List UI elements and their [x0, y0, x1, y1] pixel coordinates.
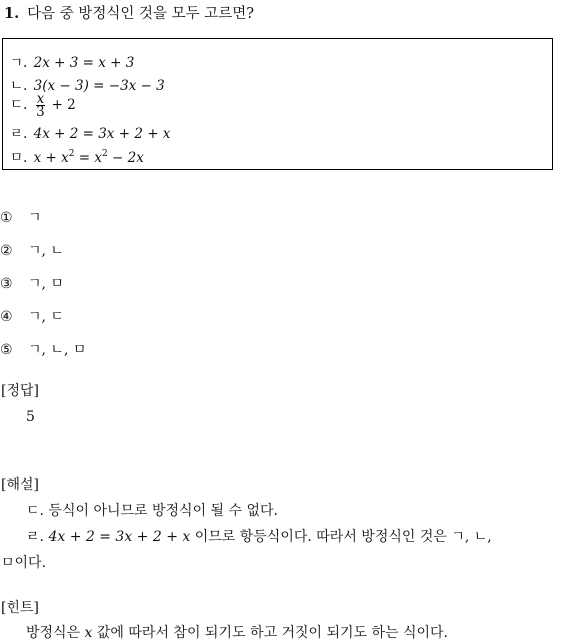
item-expression: 2x + 3 = x + 3	[33, 55, 135, 71]
choice-1[interactable]	[0, 207, 42, 227]
item-label: ㄴ.	[10, 78, 28, 94]
item-expression: 4x + 2 = 3x + 2 + x	[33, 126, 171, 142]
question-title	[4, 2, 254, 23]
hint-heading: [힌트]	[1, 600, 39, 616]
choice-2[interactable]	[0, 240, 64, 260]
choice-mark: ④	[0, 309, 13, 325]
box-item-1	[10, 51, 134, 71]
explanation-line-1: ㄷ. 등식이 아니므로 방정식이 될 수 없다.	[26, 503, 278, 519]
superscript: 2	[68, 149, 75, 159]
choice-text: ㄱ, ㄴ	[28, 243, 64, 259]
item-expression: + 2	[51, 97, 76, 113]
choice-text: ㄱ	[28, 210, 42, 226]
hint-text-b: 값에 따라서 참이 되기도 하고 거짓이 되기도 하는 식이다.	[92, 625, 449, 641]
box-item-3	[10, 93, 76, 118]
item-label: ㄱ.	[10, 55, 28, 71]
hint-variable: x	[84, 625, 93, 641]
item-label: ㄷ.	[10, 97, 28, 113]
question-number: 1.	[4, 5, 20, 22]
fraction-denominator: 3	[36, 104, 45, 120]
explanation-line-3: ㅁ이다.	[1, 555, 47, 571]
item-label: ㅁ.	[10, 150, 28, 166]
fraction	[36, 93, 46, 118]
box-item-5	[10, 146, 144, 166]
item-expression-b: = x	[74, 150, 103, 166]
hint-text	[26, 622, 448, 642]
fraction-numerator: x	[36, 91, 45, 107]
choice-4[interactable]	[0, 306, 64, 326]
explanation-line-2	[26, 526, 492, 546]
item-expression-a: x + x	[33, 150, 69, 166]
hint-text-a: 방정식은	[26, 625, 85, 641]
explanation-line-2-label: ㄹ.	[26, 529, 44, 545]
choice-mark: ①	[0, 210, 13, 226]
choice-5[interactable]	[0, 339, 86, 359]
choice-3[interactable]	[0, 273, 64, 293]
choice-text: ㄱ, ㄴ, ㅁ	[28, 342, 87, 358]
item-label: ㄹ.	[10, 126, 28, 142]
superscript: 2	[102, 149, 108, 159]
choice-mark: ②	[0, 243, 13, 259]
box-item-4	[10, 122, 170, 142]
choice-mark: ③	[0, 276, 13, 292]
item-expression: 3(x − 3) = −3x − 3	[33, 78, 165, 94]
box-item-2	[10, 74, 165, 94]
choice-mark: ⑤	[0, 342, 13, 358]
explanation-line-2-text: 이므로 항등식이다. 따라서 방정식인 것은 ㄱ, ㄴ,	[190, 529, 492, 545]
expression-box	[2, 38, 553, 170]
item-expression-c: − 2x	[107, 150, 144, 166]
choice-text: ㄱ, ㄷ	[28, 309, 64, 325]
explanation-line-2-expression: 4x + 2 = 3x + 2 + x	[48, 529, 191, 545]
explanation-heading: [해설]	[1, 477, 39, 493]
choice-text: ㄱ, ㅁ	[28, 276, 64, 292]
answer-value: 5	[26, 409, 35, 425]
answer-heading: [정답]	[1, 383, 39, 399]
question-text: 다음 중 방정식인 것을 모두 고르면?	[27, 6, 255, 22]
